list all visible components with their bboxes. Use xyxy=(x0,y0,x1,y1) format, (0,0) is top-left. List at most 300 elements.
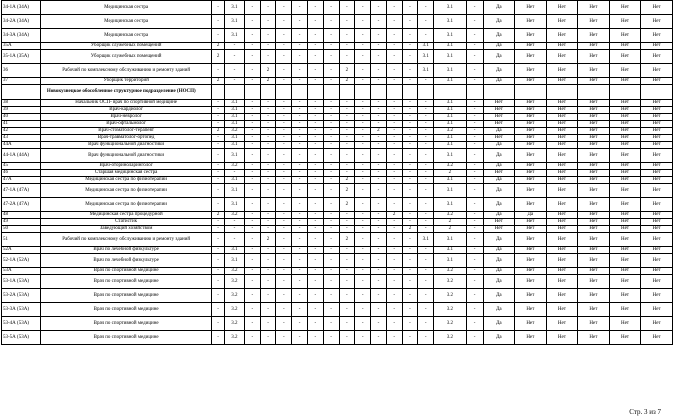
cell-value: Нет xyxy=(483,170,515,177)
cell-value: - xyxy=(339,331,355,345)
cell-value: - xyxy=(292,64,308,78)
cell-value: - xyxy=(386,64,402,78)
cell-value: Да xyxy=(483,64,515,78)
cell-value: - xyxy=(371,219,387,226)
cell-value: - xyxy=(339,43,355,50)
cell-value: Нет xyxy=(546,289,578,303)
cell-value: - xyxy=(276,170,292,177)
cell-value: - xyxy=(355,303,371,317)
cell-value: - xyxy=(418,177,434,184)
cell-value: - xyxy=(323,254,339,268)
cell-value: - xyxy=(371,317,387,331)
table-row xyxy=(2,226,673,233)
cell-value: Нет xyxy=(641,15,673,29)
cell-value: - xyxy=(402,121,418,128)
cell-value: - xyxy=(212,29,225,43)
cell-value: - xyxy=(371,100,387,107)
cell-value: - xyxy=(244,163,260,170)
cell-value: - xyxy=(224,219,244,226)
cell-value: - xyxy=(244,121,260,128)
cell-value: Да xyxy=(483,233,515,247)
cell-value: - xyxy=(224,64,244,78)
cell-value: - xyxy=(371,212,387,219)
cell-value: - xyxy=(355,331,371,345)
cell-value: - xyxy=(307,1,323,15)
cell-value: Нет xyxy=(641,149,673,163)
cell-value: Нет xyxy=(546,184,578,198)
cell-value: Да xyxy=(483,184,515,198)
cell-value: Нет xyxy=(641,78,673,85)
cell-value: - xyxy=(292,254,308,268)
cell-position: Заведующий хозяйством xyxy=(40,226,211,233)
cell-value: - xyxy=(292,1,308,15)
cell-value: - xyxy=(339,135,355,142)
cell-value: - xyxy=(212,233,225,247)
cell-value: - xyxy=(418,29,434,43)
cell-value: - xyxy=(339,107,355,114)
cell-value: - xyxy=(466,331,483,345)
cell-value: - xyxy=(355,198,371,212)
cell-value: Нет xyxy=(609,268,641,275)
cell-number: 53-3А (53А) xyxy=(2,303,41,317)
cell-value: 3.1 xyxy=(434,177,467,184)
cell-value: - xyxy=(466,135,483,142)
cell-value: - xyxy=(371,121,387,128)
cell-value: - xyxy=(355,170,371,177)
cell-value: Нет xyxy=(609,43,641,50)
cell-value: 3.1 xyxy=(434,1,467,15)
cell-value: - xyxy=(466,107,483,114)
cell-value: - xyxy=(418,107,434,114)
table-row xyxy=(2,247,673,254)
cell-position: Врач по спортивной медицине xyxy=(40,268,211,275)
cell-value: 3.1 xyxy=(434,50,467,64)
cell-value: Нет xyxy=(578,100,610,107)
cell-value: - xyxy=(244,275,260,289)
cell-value: - xyxy=(260,100,276,107)
cell-value: - xyxy=(307,184,323,198)
cell-value: - xyxy=(244,184,260,198)
cell-value: - xyxy=(418,15,434,29)
cell-value: Да xyxy=(483,128,515,135)
cell-value: - xyxy=(323,149,339,163)
cell-value: Нет xyxy=(546,268,578,275)
cell-value: - xyxy=(260,1,276,15)
cell-value: - xyxy=(386,43,402,50)
cell-position: Врач по спортивной медицине xyxy=(40,331,211,345)
cell-value: - xyxy=(212,177,225,184)
cell-value: - xyxy=(355,135,371,142)
cell-value: - xyxy=(339,50,355,64)
table-row xyxy=(2,212,673,219)
cell-value: - xyxy=(260,29,276,43)
cell-value: - xyxy=(307,212,323,219)
cell-value: - xyxy=(260,114,276,121)
cell-empty xyxy=(276,85,292,100)
cell-value: - xyxy=(386,1,402,15)
cell-value: - xyxy=(466,317,483,331)
cell-value: Нет xyxy=(578,78,610,85)
cell-value: Нет xyxy=(578,50,610,64)
cell-value: - xyxy=(307,219,323,226)
cell-value: - xyxy=(307,275,323,289)
cell-value: - xyxy=(244,177,260,184)
section-row xyxy=(2,85,673,100)
cell-position: Статистик xyxy=(40,219,211,226)
cell-value: - xyxy=(386,121,402,128)
cell-value: Нет xyxy=(515,303,547,317)
cell-value: - xyxy=(402,1,418,15)
cell-value: - xyxy=(402,219,418,226)
cell-value: - xyxy=(371,142,387,149)
cell-value: - xyxy=(292,128,308,135)
cell-value: - xyxy=(307,29,323,43)
cell-number: 47-1А (47А) xyxy=(2,184,41,198)
cell-value: Нет xyxy=(641,233,673,247)
cell-position: Рабочий по комплексному обслуживанию и ремонту зданий xyxy=(40,64,211,78)
cell-value: - xyxy=(292,289,308,303)
cell-value: Нет xyxy=(546,219,578,226)
cell-value: - xyxy=(307,128,323,135)
cell-number: 53-5А (53А) xyxy=(2,331,41,345)
cell-position: Медицинская сестра по физиотерапии xyxy=(40,198,211,212)
cell-number: 44-1А (44А) xyxy=(2,149,41,163)
cell-number: 50 xyxy=(2,226,41,233)
cell-position: Врач по спортивной медицине xyxy=(40,303,211,317)
cell-value: 3.1 xyxy=(434,15,467,29)
table-row xyxy=(2,317,673,331)
cell-value: - xyxy=(212,170,225,177)
cell-value: 2 xyxy=(339,64,355,78)
cell-value: 3.1 xyxy=(418,233,434,247)
cell-value: Нет xyxy=(515,78,547,85)
cell-value: - xyxy=(371,303,387,317)
cell-value: - xyxy=(355,289,371,303)
cell-value: - xyxy=(260,198,276,212)
cell-value: - xyxy=(276,1,292,15)
cell-value: 3.1 xyxy=(224,177,244,184)
cell-value: - xyxy=(418,317,434,331)
cell-value: - xyxy=(244,247,260,254)
cell-value: - xyxy=(323,198,339,212)
cell-value: - xyxy=(292,198,308,212)
cell-value: 2 xyxy=(260,64,276,78)
cell-value: Нет xyxy=(641,121,673,128)
cell-value: - xyxy=(276,29,292,43)
cell-value: - xyxy=(339,1,355,15)
cell-value: 3.2 xyxy=(434,275,467,289)
cell-value: - xyxy=(355,107,371,114)
cell-number: 47-2А (47А) xyxy=(2,198,41,212)
cell-value: - xyxy=(276,149,292,163)
cell-value: Нет xyxy=(546,29,578,43)
cell-value: - xyxy=(244,317,260,331)
cell-value: Нет xyxy=(641,43,673,50)
cell-empty xyxy=(260,85,276,100)
cell-value: - xyxy=(212,163,225,170)
cell-value: - xyxy=(371,78,387,85)
cell-value: Нет xyxy=(641,50,673,64)
cell-value: - xyxy=(244,226,260,233)
cell-value: - xyxy=(307,121,323,128)
cell-value: - xyxy=(323,226,339,233)
cell-value: - xyxy=(307,142,323,149)
cell-value: 3.2 xyxy=(434,289,467,303)
cell-value: Нет xyxy=(609,128,641,135)
table-row xyxy=(2,177,673,184)
cell-value: Нет xyxy=(546,100,578,107)
cell-value: - xyxy=(418,142,434,149)
cell-value: - xyxy=(371,247,387,254)
cell-value: Нет xyxy=(515,219,547,226)
cell-value: - xyxy=(276,275,292,289)
cell-value: - xyxy=(276,78,292,85)
cell-value: 3.2 xyxy=(224,317,244,331)
table-row xyxy=(2,142,673,149)
cell-position: Рабочий по комплексному обслуживанию и ремонту зданий xyxy=(40,233,211,247)
cell-value: - xyxy=(418,212,434,219)
cell-value: - xyxy=(466,177,483,184)
cell-value: 3.1 xyxy=(224,1,244,15)
cell-value: - xyxy=(418,226,434,233)
cell-value: - xyxy=(386,15,402,29)
cell-value: - xyxy=(466,212,483,219)
cell-value: - xyxy=(418,331,434,345)
cell-value: Нет xyxy=(641,289,673,303)
cell-value: - xyxy=(371,177,387,184)
cell-value: Нет xyxy=(483,107,515,114)
cell-value: Нет xyxy=(515,100,547,107)
cell-number: 52-1А (52А) xyxy=(2,254,41,268)
cell-position: Медицинская сестра xyxy=(40,1,211,15)
cell-value: Нет xyxy=(515,142,547,149)
cell-value: Нет xyxy=(578,331,610,345)
cell-value: 3.2 xyxy=(224,163,244,170)
cell-value: - xyxy=(292,142,308,149)
cell-value: - xyxy=(292,226,308,233)
cell-number: 37 xyxy=(2,78,41,85)
cell-value: - xyxy=(292,317,308,331)
cell-value: - xyxy=(386,114,402,121)
cell-value: - xyxy=(418,170,434,177)
cell-value: - xyxy=(418,289,434,303)
cell-value: - xyxy=(212,107,225,114)
table-row xyxy=(2,121,673,128)
cell-value: - xyxy=(466,289,483,303)
cell-value: - xyxy=(386,184,402,198)
cell-value: Нет xyxy=(609,142,641,149)
cell-value: Нет xyxy=(578,114,610,121)
cell-value: Нет xyxy=(578,121,610,128)
cell-position: Уборщик служебных помещений xyxy=(40,43,211,50)
cell-value: Нет xyxy=(515,114,547,121)
cell-value: - xyxy=(402,43,418,50)
cell-value: Нет xyxy=(515,128,547,135)
cell-value: - xyxy=(386,233,402,247)
cell-empty xyxy=(323,85,339,100)
cell-value: - xyxy=(402,254,418,268)
cell-value: 3.1 xyxy=(434,149,467,163)
cell-value: Нет xyxy=(641,268,673,275)
cell-value: - xyxy=(355,128,371,135)
cell-value: Нет xyxy=(546,15,578,29)
table-row xyxy=(2,198,673,212)
cell-value: - xyxy=(244,50,260,64)
cell-value: Нет xyxy=(515,121,547,128)
cell-value: - xyxy=(244,268,260,275)
cell-value: - xyxy=(260,163,276,170)
cell-value: 3.1 xyxy=(224,121,244,128)
cell-number: 44А xyxy=(2,142,41,149)
cell-value: - xyxy=(355,177,371,184)
cell-number: 53-2А (53А) xyxy=(2,289,41,303)
cell-value: - xyxy=(212,100,225,107)
cell-number: 45 xyxy=(2,163,41,170)
cell-value: - xyxy=(371,254,387,268)
cell-position: Врач по спортивной медицине xyxy=(40,317,211,331)
cell-value: - xyxy=(402,135,418,142)
cell-value: 2 xyxy=(434,170,467,177)
cell-value: Нет xyxy=(578,142,610,149)
cell-position: Врач-невролог xyxy=(40,114,211,121)
cell-value: 2 xyxy=(212,128,225,135)
cell-value: - xyxy=(276,226,292,233)
cell-value: - xyxy=(276,114,292,121)
cell-empty xyxy=(402,85,418,100)
cell-value: Нет xyxy=(546,78,578,85)
cell-value: - xyxy=(339,149,355,163)
cell-value: - xyxy=(386,247,402,254)
cell-value: Да xyxy=(483,289,515,303)
cell-value: - xyxy=(292,268,308,275)
cell-value: Нет xyxy=(609,163,641,170)
cell-value: - xyxy=(402,177,418,184)
cell-value: - xyxy=(339,275,355,289)
cell-value: Нет xyxy=(546,317,578,331)
cell-value: - xyxy=(418,198,434,212)
cell-value: Нет xyxy=(483,121,515,128)
cell-value: - xyxy=(418,247,434,254)
cell-value: Нет xyxy=(546,226,578,233)
cell-value: - xyxy=(276,128,292,135)
cell-value: - xyxy=(244,149,260,163)
cell-value: - xyxy=(244,43,260,50)
cell-value: - xyxy=(323,170,339,177)
cell-value: 2 xyxy=(434,226,467,233)
cell-value: - xyxy=(244,331,260,345)
cell-value: - xyxy=(371,1,387,15)
cell-value: - xyxy=(292,149,308,163)
cell-value: Нет xyxy=(515,331,547,345)
cell-number: 43 xyxy=(2,135,41,142)
cell-value: Нет xyxy=(515,149,547,163)
cell-value: Нет xyxy=(609,1,641,15)
cell-value: - xyxy=(402,78,418,85)
section-title: Новокузнецкое обособленное структурное подразделение (НОСП) xyxy=(40,85,211,100)
table-row xyxy=(2,107,673,114)
cell-value: Да xyxy=(483,303,515,317)
cell-value: - xyxy=(339,128,355,135)
cell-value: Нет xyxy=(578,184,610,198)
cell-value: Да xyxy=(483,247,515,254)
cell-number: 48 xyxy=(2,212,41,219)
cell-empty xyxy=(224,85,244,100)
cell-number: 53А xyxy=(2,268,41,275)
cell-value: - xyxy=(260,50,276,64)
cell-value: - xyxy=(260,268,276,275)
cell-number: 52А xyxy=(2,247,41,254)
cell-value: - xyxy=(307,107,323,114)
cell-value: Нет xyxy=(515,275,547,289)
cell-value: Нет xyxy=(609,317,641,331)
cell-value: - xyxy=(402,170,418,177)
cell-value: - xyxy=(386,128,402,135)
cell-value: - xyxy=(466,15,483,29)
cell-value: - xyxy=(339,163,355,170)
cell-number: 38 xyxy=(2,100,41,107)
cell-value: - xyxy=(386,142,402,149)
cell-value: - xyxy=(276,50,292,64)
cell-value: Нет xyxy=(641,163,673,170)
cell-value: - xyxy=(323,247,339,254)
table-row xyxy=(2,78,673,85)
cell-value: - xyxy=(339,219,355,226)
cell-value: 2 xyxy=(339,184,355,198)
cell-value: - xyxy=(244,254,260,268)
cell-value: - xyxy=(276,289,292,303)
cell-value: Нет xyxy=(609,331,641,345)
cell-value: - xyxy=(402,15,418,29)
cell-value: - xyxy=(307,247,323,254)
table-row xyxy=(2,114,673,121)
cell-value: 2 xyxy=(339,233,355,247)
cell-value: - xyxy=(212,303,225,317)
cell-value: - xyxy=(386,29,402,43)
cell-value: 3.1 xyxy=(434,121,467,128)
cell-value: Да xyxy=(483,78,515,85)
cell-value: - xyxy=(402,331,418,345)
cell-value: - xyxy=(386,170,402,177)
cell-number: 46 xyxy=(2,170,41,177)
cell-number: 35А xyxy=(2,43,41,50)
cell-value: - xyxy=(276,198,292,212)
cell-value: - xyxy=(212,1,225,15)
cell-value: - xyxy=(355,114,371,121)
cell-value: - xyxy=(339,100,355,107)
cell-value: - xyxy=(418,303,434,317)
cell-value: 3.1 xyxy=(434,198,467,212)
cell-value: - xyxy=(276,121,292,128)
cell-value: Нет xyxy=(483,226,515,233)
cell-value: Нет xyxy=(546,43,578,50)
cell-value: - xyxy=(212,142,225,149)
cell-value: - xyxy=(212,268,225,275)
cell-value: Нет xyxy=(578,212,610,219)
cell-value: Нет xyxy=(609,184,641,198)
cell-value: - xyxy=(418,135,434,142)
cell-value: 2 xyxy=(212,50,225,64)
cell-value: - xyxy=(402,289,418,303)
cell-value: Нет xyxy=(515,163,547,170)
cell-position: Старшая медицинская сестра xyxy=(40,170,211,177)
cell-value: Нет xyxy=(578,107,610,114)
cell-value: - xyxy=(355,184,371,198)
cell-value: - xyxy=(371,149,387,163)
cell-value: Нет xyxy=(515,268,547,275)
cell-value: - xyxy=(292,15,308,29)
cell-value: - xyxy=(212,198,225,212)
cell-value: - xyxy=(339,142,355,149)
